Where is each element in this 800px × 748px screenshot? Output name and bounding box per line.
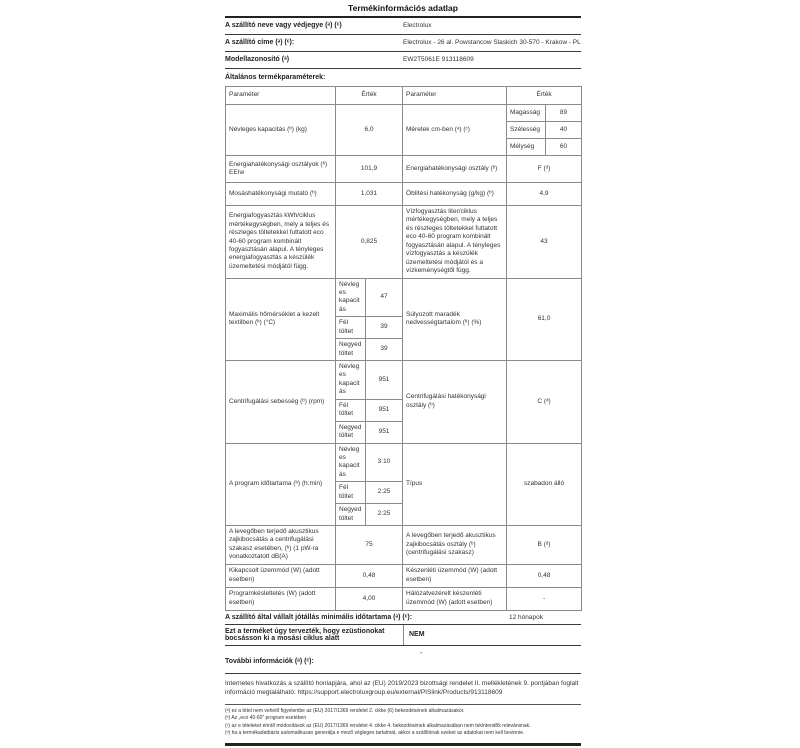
load-row-value: 39 [366, 317, 403, 339]
param-delay-start: Programkésleltetés (W) (adott esetben) [226, 587, 336, 610]
silver-ions-label: Ezt a terméket úgy tervezték, hogy ezüstionokat bocsásson ki a mosási ciklus alatt [225, 625, 404, 645]
table-header-row [226, 87, 582, 105]
table-row [226, 278, 582, 317]
value-nominal-capacity: 6,0 [336, 105, 403, 156]
load-row-label: Névleges kapacitás [336, 443, 366, 482]
value-standby-mode: 0,48 [507, 564, 582, 587]
supplier-address-label: A szállító címe (ᵃ) (ᶜ): [225, 39, 295, 46]
model-identifier-value: EW2T5061E 913118609 [403, 56, 474, 63]
supplier-address-value: Electrolux - 26 al. Powstancow Slaskich 30-570 - Krakow - PL [403, 39, 581, 46]
row-capacity-dimensions [226, 105, 582, 156]
silver-ions-value: NEM [409, 631, 425, 639]
table-row [226, 156, 582, 183]
value-delay-start: 4,00 [336, 587, 403, 610]
value-noise-class: B (ᵈ) [507, 526, 582, 565]
param-energy-consumption: Energiafogyasztás kWh/ciklus mértékegységben, mely a teljes és részleges töltetekkel futtatott eco 40-60 program kombinált fogyasztásán alapul. A tényleges energiafogyasztás a készülék üzemeltetési módjától függ. [226, 206, 336, 279]
table-row [226, 206, 582, 279]
row-duration-type [226, 443, 582, 526]
table-row [226, 361, 582, 400]
model-identifier-label: Modellazonosító (ᵃ) [225, 56, 290, 63]
header-value-right: Érték [507, 87, 582, 105]
load-row-value: 47 [366, 278, 403, 317]
value-rinse-effectiveness: 4,9 [507, 183, 582, 206]
load-row-label: Fél töltet [336, 317, 366, 339]
guarantee-row [225, 611, 581, 625]
general-parameters-heading: Általános termékparaméterek: [225, 74, 326, 81]
param-eei: Energiahatékonysági osztályok (ᵇ) EEIw [226, 156, 336, 183]
row-wash-index-rinse [226, 183, 582, 206]
load-row-value: 951 [366, 361, 403, 400]
silver-ions-row [225, 625, 581, 646]
table-row [226, 105, 582, 122]
additional-information-value: - [420, 649, 423, 657]
value-water-consumption: 43 [507, 206, 582, 279]
load-row-value: 39 [366, 339, 403, 361]
param-networked-standby: Hálózatvezérelt készenléti üzemmód (W) (adott esetben) [403, 587, 507, 610]
row-off-standby [226, 564, 582, 587]
value-off-mode: 0,48 [336, 564, 403, 587]
dimension-value: 60 [546, 139, 582, 156]
footnote-c: (ᶜ) az e tételeket érintő módosítások az (EU) 2017/1369 rendelet 4. cikke 4. bekezdésének alkalmazásában nem tekintendők relevánsnak. [225, 722, 531, 729]
table-row [226, 587, 582, 610]
supplier-name-label: A szállító neve vagy védjegye (ᵃ) (ᶜ) [225, 22, 342, 29]
param-dimensions: Méretek cm-ben (ᵃ) (ᶜ) [403, 105, 507, 156]
value-eei: 101,9 [336, 156, 403, 183]
param-standby-mode: Készenléti üzemmód (W) (adott esetben) [403, 564, 507, 587]
load-row-value: 951 [366, 399, 403, 421]
row-noise-noise-class [226, 526, 582, 565]
load-row-label: Negyed töltet [336, 421, 366, 443]
table-row [226, 564, 582, 587]
row-eei-energy-class [226, 156, 582, 183]
supplier-name-value: Electrolux [403, 22, 432, 29]
dimension-value: 89 [546, 105, 582, 122]
table-row [226, 183, 582, 206]
value-energy-consumption: 0,825 [336, 206, 403, 279]
param-nominal-capacity: Névleges kapacitás (ᵇ) (kg) [226, 105, 336, 156]
param-spin-class: Centrifugálási hatékonysági osztály (ᵇ) [403, 361, 507, 444]
header-parameter-left: Paraméter [226, 87, 336, 105]
param-max-temperature: Maximális hőmérséklet a kezelt textilben (ᵇ) (°C) [226, 278, 336, 361]
value-networked-standby: - [507, 587, 582, 610]
param-spin-speed: Centrifugálási sebesség (ᵇ) (rpm) [226, 361, 336, 444]
footnotes [225, 705, 581, 746]
param-wash-index: Mosáshatékonysági mutató (ᵇ) [226, 183, 336, 206]
dimension-value: 40 [546, 122, 582, 139]
row-spin-speed-class [226, 361, 582, 444]
load-row-label: Negyed töltet [336, 339, 366, 361]
guarantee-label: A szállító által vállalt jótállás minimális időtartama (ᵃ) (ᶜ): [225, 613, 413, 621]
load-row-value: 2:25 [366, 482, 403, 504]
param-acoustic-noise: A levegőben terjedő akusztikus zajkibocsátás a centrifugálási szakasz esetében, (ᵇ) (1 pW-ra vonatkoztatott dB(A) [226, 526, 336, 565]
value-type: szabadon álló [507, 443, 582, 526]
header-value-left: Érték [336, 87, 403, 105]
param-energy-class: Energiahatékonysági osztály (ᵇ) [403, 156, 507, 183]
param-noise-class: A levegőben terjedő akusztikus zajkibocsátás osztály (ᵇ) (centrifugálási szakasz) [403, 526, 507, 565]
general-parameters-table [225, 86, 582, 611]
param-off-mode: Kikapcsolt üzemmód (W) (adott esetben) [226, 564, 336, 587]
value-remaining-moisture: 61,0 [507, 278, 582, 361]
table-row [226, 443, 582, 482]
load-row-value: 2:25 [366, 504, 403, 526]
value-acoustic-noise: 75 [336, 526, 403, 565]
supplier-name-row [225, 18, 581, 35]
page-title: Termékinformációs adatlap [225, 0, 581, 18]
value-energy-class: F (ᵈ) [507, 156, 582, 183]
param-water-consumption: Vízfogyasztás liter/ciklus mértékegységben, mely a teljes és részleges töltetekkel futtatott eco 40-60 program kombinált fogyasztásán alapul. A tényleges vízfogyasztás a készülék üzemeltetési módjától és a vízkeménységtől függ. [403, 206, 507, 279]
value-spin-class: C (ᵈ) [507, 361, 582, 444]
dimension-label: Mélység [507, 139, 546, 156]
weblink-paragraph [225, 674, 581, 705]
weblink-paragraph-text: Internetes hivatkozás a szállító honlapjára, ahol az (EU) 2019/2023 bizottsági rendelet II. mellékletének 9. pontjában foglalt információ megtalálható: [225, 679, 579, 697]
footnote-d: (ᵈ) ha a termékadatbázis automatikusan generálja e mező végleges tartalmát, akkor a szállítónak ezeket az adatokat nem kell bevinnie. [225, 730, 525, 737]
load-row-label: Névleges kapacitás [336, 361, 366, 400]
row-max-temperature-moisture [226, 278, 582, 361]
additional-information-row [225, 646, 581, 674]
param-remaining-moisture: Súlyozott maradék nedvességtartalom (ᵇ) (%) [403, 278, 507, 361]
value-wash-index: 1,031 [336, 183, 403, 206]
load-row-value: 3:10 [366, 443, 403, 482]
param-rinse-effectiveness: Öblítési hatékonyság (g/kg) (ᵇ) [403, 183, 507, 206]
load-row-label: Névleges kapacitás [336, 278, 366, 317]
supplier-address-row [225, 35, 581, 52]
table-row [226, 526, 582, 565]
param-programme-duration: A program időtartama (ᵇ) (h:min) [226, 443, 336, 526]
guarantee-value: 12 hónapok [509, 613, 543, 621]
additional-information-label: További információk (ᵃ) (ᶜ): [225, 657, 314, 665]
param-type: Típus [403, 443, 507, 526]
model-identifier-row [225, 52, 581, 69]
table-header-group [226, 87, 582, 105]
load-row-label: Fél töltet [336, 482, 366, 504]
row-energy-water-consumption [226, 206, 582, 279]
load-row-label: Negyed töltet [336, 504, 366, 526]
footnote-a: (ᵃ) ez a tétel nem vehető figyelembe az (EU) 2017/1369 rendelet 2. cikke (6) bekezdésének alkalmazásakor. [225, 707, 465, 714]
dimension-label: Magasság [507, 105, 546, 122]
dimension-label: Szélesség [507, 122, 546, 139]
footnote-b: (ᵇ) Az „eco 40-60” program esetében [225, 715, 307, 722]
supplier-website-link[interactable]: https://support.electroluxgroup.eu/external/PISlink/Products/913118609 [297, 689, 503, 697]
row-delay-networked-standby [226, 587, 582, 610]
product-information-sheet [225, 0, 581, 748]
load-row-label: Fél töltet [336, 399, 366, 421]
load-row-value: 951 [366, 421, 403, 443]
header-parameter-right: Paraméter [403, 87, 507, 105]
